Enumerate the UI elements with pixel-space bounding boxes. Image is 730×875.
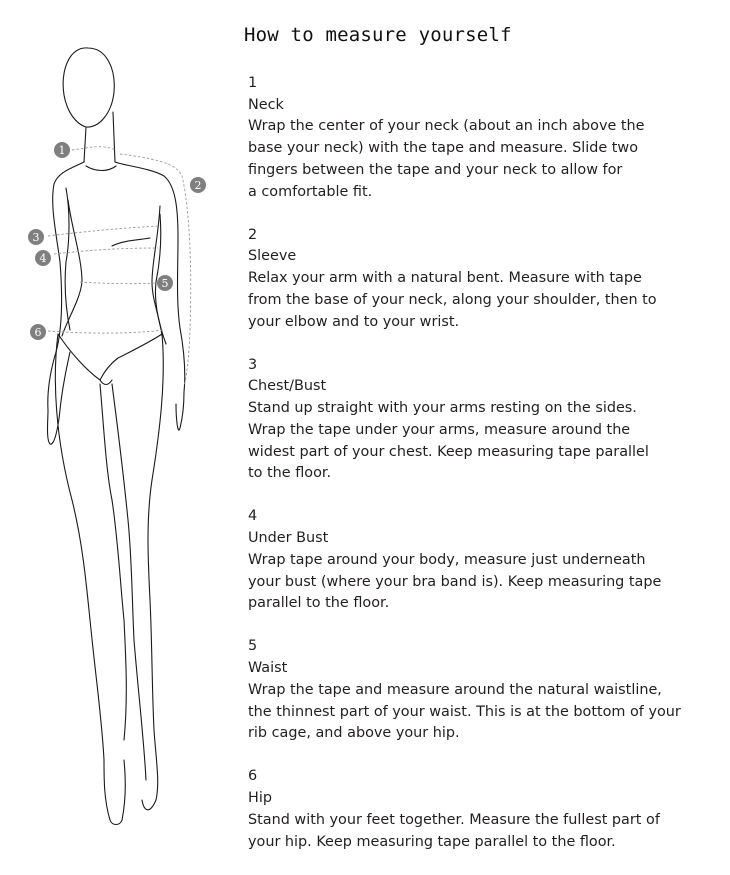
- chest-guide-line: [48, 226, 160, 236]
- step-description: Relax your arm with a natural bent. Measure with tape from the base of your neck, along your shoulder, then to your elbow and to your wrist.: [248, 270, 657, 330]
- collar-line: [86, 166, 116, 171]
- bodysuit-leg-line: [58, 334, 162, 380]
- step-name: Sleeve: [248, 248, 297, 265]
- badge-4: [35, 250, 51, 266]
- step-name: Chest/Bust: [248, 378, 327, 395]
- step-description: Wrap tape around your body, measure just underneath your bust (where your bra band is). Keep measuring tape parallel to the floor.: [248, 551, 662, 612]
- step-name: Waist: [248, 660, 288, 677]
- torso-left-side: [62, 200, 82, 336]
- badge-1: [54, 142, 70, 158]
- head-outline: [63, 48, 114, 127]
- neck-outline: [84, 112, 115, 162]
- step-under-bust: [248, 506, 720, 615]
- badge-5: [157, 275, 173, 291]
- body-figure-illustration: [0, 0, 240, 867]
- svg-text:6: 6: [34, 326, 42, 339]
- step-number: 2: [248, 226, 258, 243]
- step-name: Under Bust: [248, 530, 329, 547]
- badge-3: [28, 229, 44, 245]
- bust-curve: [112, 238, 150, 246]
- right-leg-outline: [142, 334, 163, 810]
- crotch-line: [100, 380, 112, 385]
- svg-text:1: 1: [58, 144, 66, 157]
- right-leg-inner: [112, 384, 146, 780]
- badge-6: [30, 324, 46, 340]
- step-number: 5: [248, 638, 258, 655]
- svg-text:3: 3: [32, 231, 40, 244]
- svg-text:2: 2: [194, 179, 202, 192]
- svg-text:5: 5: [161, 277, 169, 290]
- step-description: Wrap the tape and measure around the natural waistline, the thinnest part of your waist. This is at the bottom of your rib cage, and above your hip.: [248, 681, 681, 742]
- left-leg-inner: [100, 384, 126, 740]
- step-description: Wrap the center of your neck (about an inch above the base your neck) with the tape and measure. Slide two fingers between the tape and your neck to allow for a comfortable fit.: [248, 118, 645, 200]
- step-description: Stand with your feet together. Measure the fullest part of your hip. Keep measuring tape parallel to the floor.: [248, 811, 660, 850]
- step-number: 4: [248, 508, 258, 525]
- underbust-guide-line: [54, 248, 158, 254]
- page-title: How to measure yourself: [244, 24, 512, 46]
- step-waist: [248, 636, 720, 745]
- step-number: 3: [248, 356, 258, 373]
- step-neck: [248, 73, 720, 203]
- hip-guide-line: [48, 330, 164, 333]
- badge-2: [190, 177, 206, 193]
- step-number: 1: [248, 75, 258, 91]
- step-name: Hip: [248, 790, 272, 807]
- step-chest-bust: [248, 355, 720, 485]
- neck-guide-line: [72, 147, 116, 150]
- step-sleeve: [248, 225, 720, 334]
- right-arm-outline: [115, 162, 185, 430]
- measurement-steps: [248, 73, 720, 875]
- step-number: 6: [248, 768, 258, 785]
- step-description: Stand up straight with your arms resting on the sides. Wrap the tape under your arms, measure around the widest part of your chest. Keep measuring tape parallel to the floor.: [248, 400, 649, 482]
- step-name: Neck: [248, 96, 284, 113]
- svg-text:4: 4: [39, 252, 47, 265]
- waist-guide-line: [80, 282, 156, 284]
- step-hip: [248, 766, 720, 853]
